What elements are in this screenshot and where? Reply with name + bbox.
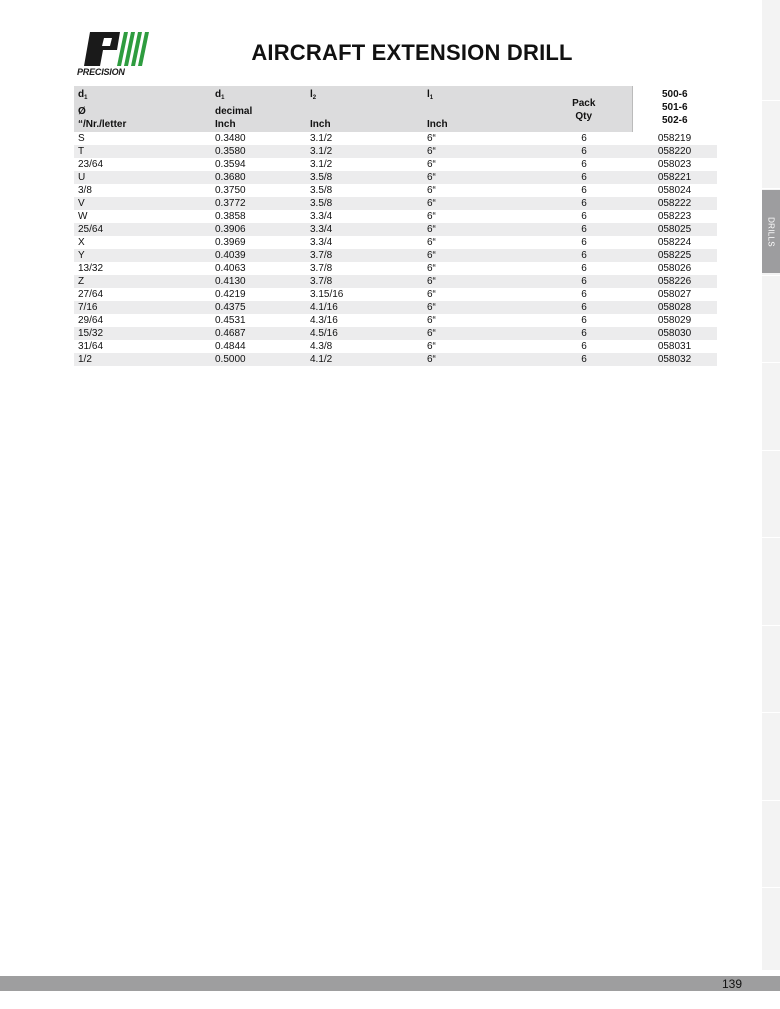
cell-flute-length: 3.1/2 (306, 158, 423, 171)
cell-diameter-fraction: X (74, 236, 211, 249)
header-diameter-decimal: $d_1$ decimal Inch (211, 86, 306, 132)
header-overall-length: $l_1$ Inch (423, 86, 536, 132)
cell-diameter-decimal: 0.4039 (211, 249, 306, 262)
tab-divider (762, 275, 780, 276)
table-row (74, 275, 717, 288)
cell-overall-length: 6“ (423, 158, 536, 171)
page-title: AIRCRAFT EXTENSION DRILL (251, 40, 573, 65)
cell-flute-length: 3.7/8 (306, 262, 423, 275)
cell-pack-qty: 6 (536, 275, 632, 288)
cell-pack-qty: 6 (536, 184, 632, 197)
table-header-row (74, 86, 717, 132)
cell-pack-qty: 6 (536, 210, 632, 223)
cell-overall-length: 6“ (423, 327, 536, 340)
cell-diameter-decimal: 0.3969 (211, 236, 306, 249)
cell-article-code: 058225 (632, 249, 717, 262)
logo-wordmark: PRECISION (77, 67, 125, 77)
table-row (74, 236, 717, 249)
cell-pack-qty: 6 (536, 158, 632, 171)
tab-divider (762, 712, 780, 713)
cell-article-code: 058024 (632, 184, 717, 197)
cell-article-code: 058223 (632, 210, 717, 223)
cell-flute-length: 4.3/16 (306, 314, 423, 327)
cell-article-code: 058028 (632, 301, 717, 314)
tab-divider (762, 450, 780, 451)
cell-diameter-fraction: 25/64 (74, 223, 211, 236)
cell-diameter-decimal: 0.3680 (211, 171, 306, 184)
table-row (74, 314, 717, 327)
tab-drills[interactable] (762, 190, 780, 273)
cell-pack-qty: 6 (536, 288, 632, 301)
cell-diameter-fraction: T (74, 145, 211, 158)
tab-divider (762, 537, 780, 538)
table-row (74, 327, 717, 340)
cell-article-code: 058026 (632, 262, 717, 275)
section-tab-strip (762, 0, 780, 970)
cell-pack-qty: 6 (536, 327, 632, 340)
header-pack-qty: Pack Qty (536, 86, 632, 132)
table-row (74, 340, 717, 353)
tab-divider (762, 362, 780, 363)
cell-flute-length: 4.1/16 (306, 301, 423, 314)
cell-pack-qty: 6 (536, 236, 632, 249)
cell-diameter-fraction: Y (74, 249, 211, 262)
table-row (74, 288, 717, 301)
cell-diameter-fraction: 27/64 (74, 288, 211, 301)
cell-flute-length: 3.1/2 (306, 132, 423, 145)
cell-article-code: 058031 (632, 340, 717, 353)
table-row (74, 223, 717, 236)
cell-diameter-decimal: 0.3580 (211, 145, 306, 158)
table-row (74, 262, 717, 275)
cell-overall-length: 6“ (423, 184, 536, 197)
table-row (74, 145, 717, 158)
tab-divider (762, 625, 780, 626)
cell-diameter-decimal: 0.3906 (211, 223, 306, 236)
table-row (74, 301, 717, 314)
cell-article-code: 058221 (632, 171, 717, 184)
cell-diameter-fraction: 15/32 (74, 327, 211, 340)
drill-spec-table (74, 86, 717, 366)
table-row (74, 158, 717, 171)
cell-article-code: 058226 (632, 275, 717, 288)
cell-flute-length: 3.7/8 (306, 249, 423, 262)
cell-article-code: 058032 (632, 353, 717, 366)
cell-overall-length: 6“ (423, 314, 536, 327)
cell-diameter-fraction: S (74, 132, 211, 145)
cell-diameter-fraction: 1/2 (74, 353, 211, 366)
cell-pack-qty: 6 (536, 353, 632, 366)
cell-overall-length: 6“ (423, 288, 536, 301)
cell-overall-length: 6“ (423, 197, 536, 210)
table-row (74, 197, 717, 210)
cell-article-code: 058219 (632, 132, 717, 145)
cell-diameter-fraction: 13/32 (74, 262, 211, 275)
footer-bar (0, 976, 780, 991)
cell-flute-length: 4.3/8 (306, 340, 423, 353)
cell-pack-qty: 6 (536, 340, 632, 353)
header-article-codes: 500-6 501-6 502-6 (632, 86, 717, 132)
cell-flute-length: 3.5/8 (306, 197, 423, 210)
header-flute-length: $l_2$ Inch (306, 86, 423, 132)
table-row (74, 171, 717, 184)
cell-flute-length: 4.5/16 (306, 327, 423, 340)
cell-diameter-fraction: W (74, 210, 211, 223)
tab-divider (762, 887, 780, 888)
cell-flute-length: 3.3/4 (306, 236, 423, 249)
footer-strip (0, 991, 780, 1009)
cell-flute-length: 3.7/8 (306, 275, 423, 288)
cell-overall-length: 6“ (423, 340, 536, 353)
cell-overall-length: 6“ (423, 223, 536, 236)
cell-diameter-decimal: 0.4130 (211, 275, 306, 288)
cell-article-code: 058222 (632, 197, 717, 210)
cell-overall-length: 6“ (423, 249, 536, 262)
cell-diameter-decimal: 0.3772 (211, 197, 306, 210)
cell-pack-qty: 6 (536, 197, 632, 210)
cell-diameter-fraction: 23/64 (74, 158, 211, 171)
cell-flute-length: 4.1/2 (306, 353, 423, 366)
cell-flute-length: 3.5/8 (306, 171, 423, 184)
cell-diameter-decimal: 0.4375 (211, 301, 306, 314)
cell-diameter-fraction: 29/64 (74, 314, 211, 327)
cell-flute-length: 3.3/4 (306, 210, 423, 223)
cell-diameter-decimal: 0.3858 (211, 210, 306, 223)
cell-diameter-decimal: 0.4844 (211, 340, 306, 353)
cell-article-code: 058224 (632, 236, 717, 249)
cell-pack-qty: 6 (536, 145, 632, 158)
cell-overall-length: 6“ (423, 275, 536, 288)
cell-diameter-decimal: 0.3594 (211, 158, 306, 171)
cell-overall-length: 6“ (423, 301, 536, 314)
cell-diameter-decimal: 0.3750 (211, 184, 306, 197)
cell-overall-length: 6“ (423, 210, 536, 223)
header-diameter-fraction: $d_1$ Ø “/Nr./letter (74, 86, 211, 132)
cell-pack-qty: 6 (536, 301, 632, 314)
tab-drills-label: DRILLS (766, 216, 776, 247)
cell-diameter-fraction: 7/16 (74, 301, 211, 314)
cell-diameter-fraction: 31/64 (74, 340, 211, 353)
table-row (74, 132, 717, 145)
cell-article-code: 058029 (632, 314, 717, 327)
tab-divider (762, 800, 780, 801)
cell-overall-length: 6“ (423, 236, 536, 249)
table-row (74, 353, 717, 366)
cell-diameter-fraction: Z (74, 275, 211, 288)
cell-article-code: 058030 (632, 327, 717, 340)
cell-diameter-fraction: V (74, 197, 211, 210)
cell-diameter-decimal: 0.4687 (211, 327, 306, 340)
cell-diameter-decimal: 0.4219 (211, 288, 306, 301)
cell-diameter-decimal: 0.3480 (211, 132, 306, 145)
cell-pack-qty: 6 (536, 223, 632, 236)
cell-flute-length: 3.3/4 (306, 223, 423, 236)
cell-flute-length: 3.5/8 (306, 184, 423, 197)
cell-overall-length: 6“ (423, 262, 536, 275)
cell-pack-qty: 6 (536, 132, 632, 145)
cell-flute-length: 3.1/2 (306, 145, 423, 158)
cell-pack-qty: 6 (536, 314, 632, 327)
table-row (74, 249, 717, 262)
tab-divider (762, 188, 780, 189)
cell-pack-qty: 6 (536, 171, 632, 184)
tab-divider (762, 100, 780, 101)
cell-diameter-decimal: 0.5000 (211, 353, 306, 366)
cell-article-code: 058220 (632, 145, 717, 158)
page-number: 139 (722, 977, 743, 991)
table-row (74, 184, 717, 197)
cell-pack-qty: 6 (536, 249, 632, 262)
cell-overall-length: 6“ (423, 353, 536, 366)
cell-article-code: 058025 (632, 223, 717, 236)
cell-article-code: 058023 (632, 158, 717, 171)
cell-overall-length: 6“ (423, 132, 536, 145)
cell-article-code: 058027 (632, 288, 717, 301)
cell-diameter-decimal: 0.4063 (211, 262, 306, 275)
cell-pack-qty: 6 (536, 262, 632, 275)
cell-flute-length: 3.15/16 (306, 288, 423, 301)
table-row (74, 210, 717, 223)
cell-diameter-decimal: 0.4531 (211, 314, 306, 327)
cell-overall-length: 6“ (423, 171, 536, 184)
cell-diameter-fraction: U (74, 171, 211, 184)
table-body (74, 132, 717, 366)
cell-diameter-fraction: 3/8 (74, 184, 211, 197)
cell-overall-length: 6“ (423, 145, 536, 158)
